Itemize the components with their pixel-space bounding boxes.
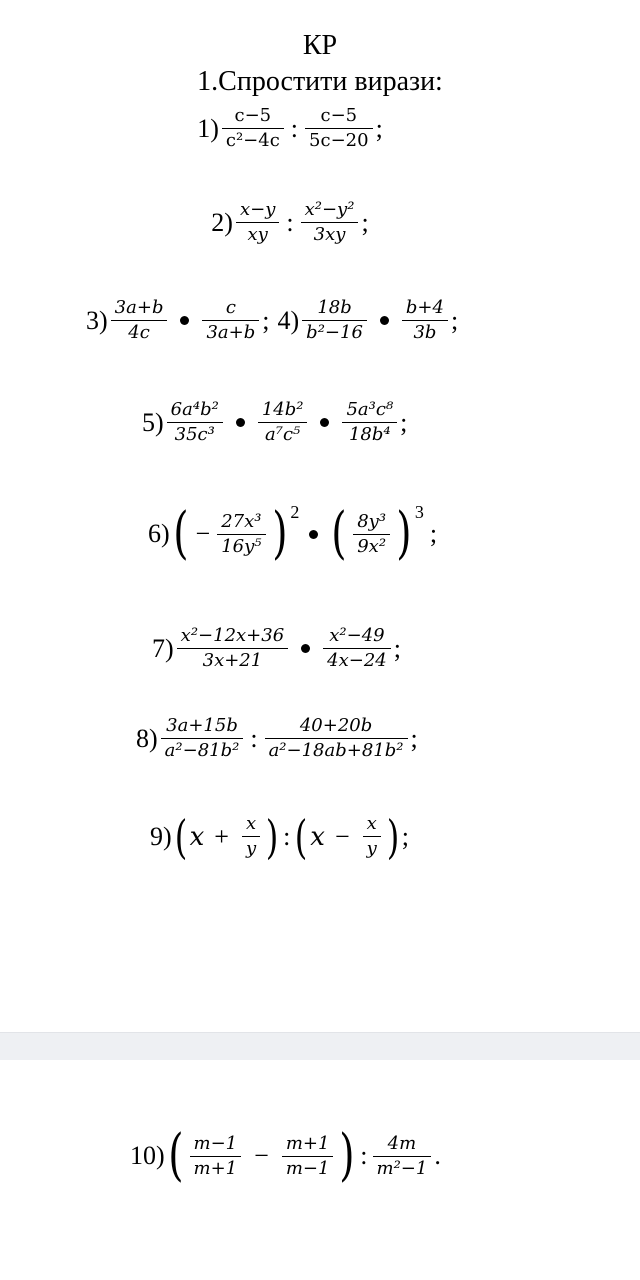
division-sign: : [250, 723, 258, 753]
problem-9 [150, 809, 409, 864]
division-sign: : [360, 1141, 368, 1170]
denominator: 16y⁵ [221, 535, 262, 557]
problem-5 [142, 398, 407, 447]
exponent: 2 [290, 502, 300, 522]
problem-label: 7) [152, 633, 174, 663]
fraction [161, 714, 244, 763]
problem-label: 8) [136, 723, 158, 753]
numerator: 18b [317, 297, 352, 318]
semicolon: ; [375, 113, 383, 143]
semicolon: ; [429, 519, 438, 548]
denominator: 3b [413, 322, 437, 343]
exponent: 3 [414, 502, 424, 522]
left-paren: ( [331, 501, 347, 566]
numerator: 14b² [261, 399, 304, 420]
fraction [167, 398, 223, 447]
denominator: b²−16 [306, 322, 363, 343]
semicolon: ; [400, 407, 408, 437]
fraction [222, 104, 284, 153]
numerator: b+4 [405, 297, 444, 318]
numerator: x [366, 813, 377, 834]
problem-label: 10) [130, 1141, 165, 1170]
problem-label: 9) [150, 821, 172, 851]
multiplication-dot [320, 418, 329, 427]
numerator: x−y [239, 199, 276, 220]
right-paren: ) [386, 809, 400, 864]
minus-sign: − [254, 1141, 269, 1170]
fraction [373, 1132, 432, 1181]
numerator: m−1 [193, 1132, 238, 1154]
right-paren: ) [396, 501, 412, 566]
semicolon: ; [393, 633, 401, 663]
numerator: 5a³c⁸ [346, 399, 394, 420]
fraction [258, 398, 308, 447]
denominator: 18b⁴ [348, 424, 391, 445]
multiplication-dot [309, 530, 318, 539]
denominator: 3a+b [206, 322, 256, 343]
problem-10 [130, 1123, 441, 1188]
denominator: 3xy [313, 224, 346, 245]
fraction [353, 510, 390, 559]
problem-3-4 [86, 296, 458, 345]
semicolon: ; [361, 207, 369, 237]
denominator: 9x² [357, 535, 387, 557]
variable: x [310, 821, 325, 852]
fraction [302, 296, 367, 345]
division-sign: : [286, 207, 294, 237]
fraction [402, 296, 448, 345]
numerator: 40+20b [299, 715, 373, 736]
right-paren: ) [339, 1123, 356, 1188]
minus-sign: − [334, 821, 350, 851]
numerator: x²−49 [329, 625, 385, 646]
denominator: m−1 [285, 1157, 330, 1179]
problem-label: 5) [142, 407, 164, 437]
problem-label: 1) [197, 113, 219, 143]
fraction [217, 510, 265, 559]
fraction [242, 812, 260, 861]
denominator: c²−4c [225, 130, 280, 151]
semicolon: ; [401, 821, 409, 851]
fraction [323, 624, 391, 673]
numerator: c [225, 297, 236, 318]
period: . [434, 1141, 441, 1170]
numerator: 3a+b [114, 297, 164, 318]
plus-sign: + [214, 821, 229, 851]
numerator: 6a⁴b² [170, 399, 219, 420]
fraction [202, 296, 259, 345]
division-sign: : [283, 821, 291, 851]
semicolon: ; [410, 723, 418, 753]
division-sign: : [290, 113, 299, 143]
numerator: c−5 [234, 105, 272, 126]
left-paren: ( [295, 809, 308, 864]
document-page-2 [0, 1060, 640, 1280]
denominator: xy [247, 224, 268, 245]
denominator: a²−81b² [164, 740, 240, 761]
numerator: x²−12x+36 [180, 625, 285, 646]
left-paren: ( [167, 1123, 184, 1188]
task-heading: 1.Спростити вирази: [197, 66, 443, 97]
numerator: 4m [387, 1132, 417, 1154]
numerator: c−5 [320, 105, 358, 126]
denominator: 4x−24 [327, 650, 387, 671]
multiplication-dot [236, 418, 245, 427]
multiplication-dot [380, 316, 389, 325]
denominator: 3x+21 [202, 650, 263, 671]
numerator: m+1 [285, 1132, 330, 1154]
fraction [190, 1132, 242, 1181]
fraction [363, 812, 381, 861]
fraction [305, 104, 373, 153]
left-paren: ( [174, 809, 187, 864]
problem-label: 3) [86, 305, 108, 335]
fraction [177, 624, 289, 673]
numerator: 8y³ [357, 510, 387, 532]
left-paren: ( [172, 501, 189, 566]
problem-7 [152, 624, 401, 673]
problem-1 [0, 104, 610, 153]
denominator: y [245, 838, 257, 859]
fraction [301, 198, 359, 247]
denominator: 4c [128, 322, 150, 343]
numerator: 3a+15b [166, 715, 238, 736]
page-gap [0, 1032, 640, 1061]
right-paren: ) [265, 809, 279, 864]
fraction [236, 198, 279, 247]
problem-2 [0, 198, 610, 247]
semicolon: ; [450, 305, 459, 335]
numerator: x²−y² [304, 199, 355, 220]
right-paren: ) [271, 501, 288, 566]
denominator: 35c³ [174, 424, 215, 445]
denominator: m+1 [193, 1157, 238, 1179]
denominator: 5c−20 [309, 130, 369, 151]
variable: x [189, 821, 205, 852]
fraction [111, 296, 168, 345]
fraction [342, 398, 397, 447]
problem-6 [148, 501, 438, 566]
denominator: a⁷c⁵ [265, 424, 301, 445]
denominator: y [366, 838, 377, 859]
denominator: m²−1 [376, 1157, 428, 1179]
document-title: КР [302, 30, 338, 61]
problem-label: 6) [148, 519, 170, 548]
numerator: x [245, 813, 257, 834]
problem-label: 2) [211, 207, 233, 237]
numerator: 27x³ [221, 510, 262, 532]
problem-label: 4) [277, 305, 300, 335]
fraction [282, 1132, 334, 1181]
fraction [265, 714, 408, 763]
semicolon: ; [262, 305, 270, 335]
minus-sign: − [195, 519, 211, 548]
problem-8 [136, 714, 418, 763]
denominator: a²−18ab+81b² [268, 740, 404, 761]
multiplication-dot [301, 644, 310, 653]
multiplication-dot [180, 316, 189, 325]
